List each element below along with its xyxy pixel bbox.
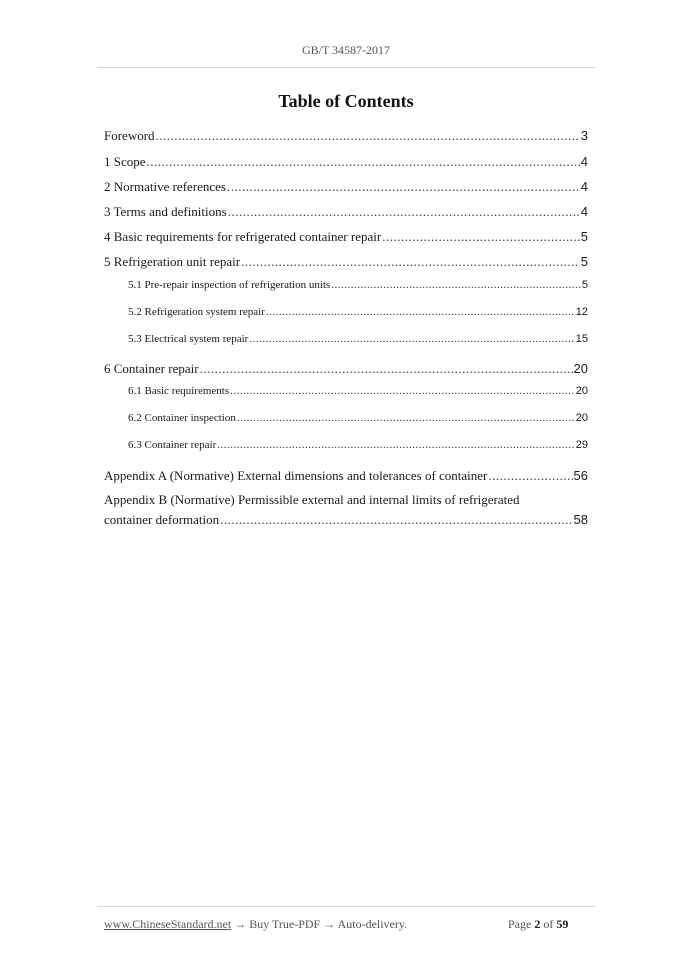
toc-entry-5-3[interactable] xyxy=(128,333,588,345)
toc-leader-dots xyxy=(217,439,574,451)
toc-entry-scope[interactable] xyxy=(104,154,588,170)
toc-leader-dots xyxy=(227,179,580,195)
toc-entry-label: Appendix A (Normative) External dimensions and tolerances of container xyxy=(104,468,488,483)
document-code-header: GB/T 34587-2017 xyxy=(301,43,391,57)
toc-entry-label: 4 Basic requirements for refrigerated container repair xyxy=(104,229,382,244)
toc-entry-page: 4 xyxy=(580,154,588,169)
toc-entry-5-2[interactable] xyxy=(128,306,588,318)
toc-leader-dots xyxy=(230,385,575,397)
toc-entry-label: 1 Scope xyxy=(104,154,146,169)
toc-entry-5-1[interactable] xyxy=(128,279,588,291)
toc-entry-label: 5.1 Pre-repair inspection of refrigeration units xyxy=(128,279,331,291)
toc-entry-page: 20 xyxy=(573,361,588,376)
toc-entry-label: 2 Normative references xyxy=(104,179,226,194)
toc-entry-page: 20 xyxy=(575,385,588,397)
toc-entry-page: 56 xyxy=(573,468,588,483)
toc-entry-terms-definitions[interactable] xyxy=(104,204,588,220)
toc-entry-label: 3 Terms and definitions xyxy=(104,204,227,219)
toc-leader-dots xyxy=(331,279,581,291)
toc-leader-dots xyxy=(382,229,580,245)
toc-entry-label: 5 Refrigeration unit repair xyxy=(104,254,241,269)
page-indicator xyxy=(508,917,568,932)
toc-leader-dots xyxy=(200,361,573,377)
toc-entry-label: 6.3 Container repair xyxy=(128,439,217,451)
toc-entry-page: 4 xyxy=(580,204,588,219)
toc-entry-label: Foreword xyxy=(104,128,155,143)
toc-entry-6-3[interactable] xyxy=(128,439,588,451)
of-word: of xyxy=(543,917,554,931)
footer-tagline: → Buy True-PDF → Auto-delivery. xyxy=(231,917,408,931)
toc-entry-label: 6.2 Container inspection xyxy=(128,412,236,424)
toc-entry-label-line2: container deformation xyxy=(104,512,220,527)
toc-leader-dots xyxy=(266,306,575,318)
toc-entry-label: 5.3 Electrical system repair xyxy=(128,333,249,345)
toc-entry-normative-references[interactable] xyxy=(104,179,588,195)
toc-entry-page: 20 xyxy=(575,412,588,424)
footer-divider xyxy=(97,906,595,907)
toc-leader-dots xyxy=(220,512,572,528)
toc-entry-page: 15 xyxy=(575,333,588,345)
toc-entry-refrigeration-unit-repair[interactable] xyxy=(104,254,588,270)
toc-entry-label: 6 Container repair xyxy=(104,361,199,376)
toc-entry-page: 5 xyxy=(580,254,588,269)
toc-entry-page: 3 xyxy=(580,128,588,143)
toc-entry-page: 29 xyxy=(575,439,588,451)
toc-entry-6-2[interactable] xyxy=(128,412,588,424)
toc-entry-page: 5 xyxy=(580,229,588,244)
toc-entry-foreword[interactable] xyxy=(104,128,588,144)
current-page-number: 2 xyxy=(534,917,541,931)
toc-leader-dots xyxy=(228,204,580,220)
toc-entry-basic-requirements[interactable] xyxy=(104,229,588,245)
toc-leader-dots xyxy=(241,254,580,270)
toc-entry-label: 5.2 Refrigeration system repair xyxy=(128,306,265,318)
toc-entry-container-repair[interactable] xyxy=(104,361,588,377)
site-link[interactable]: www.ChineseStandard.net xyxy=(104,917,232,931)
toc-entry-label: 6.1 Basic requirements xyxy=(128,385,230,397)
toc-leader-dots xyxy=(147,154,580,170)
toc-leader-dots xyxy=(488,468,572,484)
toc-leader-dots xyxy=(156,128,580,144)
toc-leader-dots xyxy=(249,333,574,345)
toc-leader-dots xyxy=(237,412,575,424)
toc-entry-page: 4 xyxy=(580,179,588,194)
page-word: Page xyxy=(508,917,532,931)
toc-entry-page: 58 xyxy=(573,512,588,527)
toc-entry-appendix-b[interactable] xyxy=(104,492,588,528)
toc-entry-6-1[interactable] xyxy=(128,385,588,397)
toc-entry-page: 5 xyxy=(581,279,588,291)
toc-entry-page: 12 xyxy=(575,306,588,318)
footer-promo xyxy=(104,917,407,932)
toc-entry-appendix-a[interactable] xyxy=(104,468,588,484)
toc-entry-label-line1: Appendix B (Normative) Permissible external and internal limits of refrigerated xyxy=(104,492,520,507)
page-title: Table of Contents xyxy=(278,91,414,111)
total-page-number: 59 xyxy=(556,917,569,931)
header-divider xyxy=(97,67,595,68)
